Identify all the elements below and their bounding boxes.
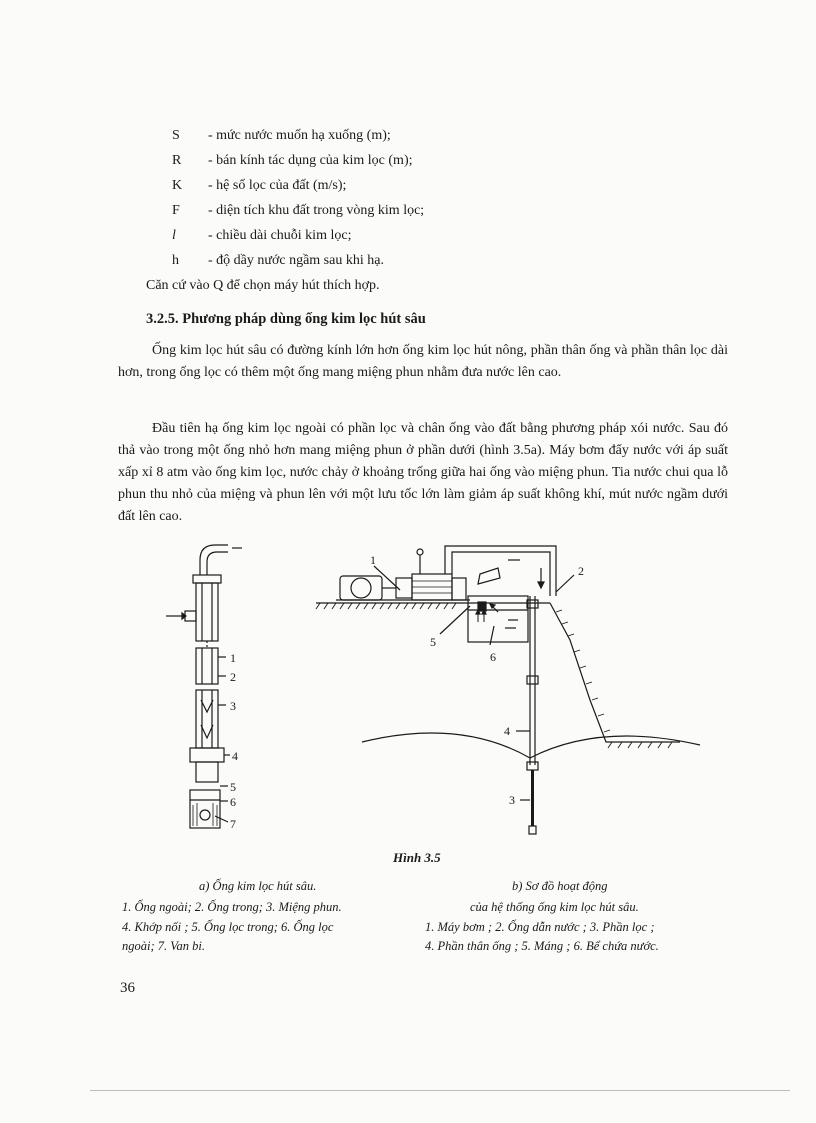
- fig-a-label: 2: [230, 670, 236, 684]
- definition-item: [172, 128, 391, 144]
- caption-a-line-3: ngoài; 7. Van bi.: [122, 939, 205, 953]
- fig-b-label: 3: [509, 793, 515, 807]
- definition-text: - chiều dài chuỗi kim lọc;: [208, 228, 352, 243]
- fig-a-label: 3: [230, 699, 236, 713]
- definition-symbol: S: [172, 128, 180, 143]
- definition-item: [172, 178, 346, 194]
- fig-b-label: 6: [490, 650, 496, 664]
- definition-item: [172, 203, 424, 219]
- intro-line: Căn cứ vào Q để chọn máy hút thích hợp.: [146, 278, 380, 293]
- system-diagram: [316, 546, 700, 834]
- definition-symbol: R: [172, 153, 182, 168]
- definition-item: [172, 153, 413, 169]
- caption-b-title-2: của hệ thống ống kim lọc hút sâu.: [470, 900, 639, 914]
- fig-b-label: 5: [430, 635, 436, 649]
- fig-b-label: 1: [370, 553, 376, 567]
- caption-a-title: a) Ống kim lọc hút sâu.: [199, 879, 317, 893]
- caption-a-line-2: 4. Khớp nối ; 5. Ống lọc trong; 6. Ống lọc: [122, 920, 334, 934]
- definition-text: - diện tích khu đất trong vòng kim lọc;: [208, 203, 425, 218]
- fig-a-label: 4: [232, 749, 238, 763]
- definition-symbol: h: [172, 253, 179, 268]
- caption-b-line-1: 1. Máy bơm ; 2. Ống dẫn nước ; 3. Phần lọc ;: [425, 920, 655, 934]
- paragraph-2-text: Đầu tiên hạ ống kim lọc ngoài có phần lọc và chân ống vào đất bằng phương pháp xói nước. Sau đó thả vào trong một ống nhỏ hơn mang miệng phun ở phần dưới (hình 3.5a). Máy bơm đẩy nước với áp suất xấp xỉ 8 atm vào ống kim lọc, nước chảy ở khoảng trống giữa hai ống vào miệng phun. Tia nước chui qua lỗ phun thu nhỏ của miệng và phun lên với một lưu tốc lớn làm giảm áp suất không khí, mút nước ngầm dưới đất lên cao.: [118, 421, 728, 524]
- fig-a-label: 5: [230, 780, 236, 794]
- paragraph-1: [118, 340, 728, 384]
- fig-b-label: 2: [578, 564, 584, 578]
- figure-3-5-drawing: [0, 530, 816, 850]
- page-number: 36: [120, 980, 135, 996]
- bottom-rule: [90, 1090, 790, 1091]
- caption-a-line-1: 1. Ống ngoài; 2. Ống trong; 3. Miệng phun.: [122, 900, 342, 914]
- definition-text: - hệ số lọc của đất (m/s);: [208, 178, 347, 193]
- definition-text: - bán kính tác dụng của kim lọc (m);: [208, 153, 413, 168]
- definition-symbol: F: [172, 203, 180, 218]
- definition-symbol: l: [172, 228, 176, 243]
- definition-symbol: K: [172, 178, 183, 193]
- definition-item: [172, 253, 384, 269]
- fig-a-label: 7: [230, 817, 236, 831]
- definition-text: - mức nước muốn hạ xuống (m);: [208, 128, 391, 143]
- section-heading: 3.2.5. Phương pháp dùng ống kim lọc hút sâu: [146, 311, 426, 327]
- definition-text: - độ dầy nước ngầm sau khi hạ.: [208, 253, 384, 268]
- fig-a-label: 1: [230, 651, 236, 665]
- fig-b-label: 4: [504, 724, 510, 738]
- definition-item: [172, 228, 351, 244]
- paragraph-1-text: Ống kim lọc hút sâu có đường kính lớn hơn ống kim lọc hút nông, phần thân ống và phần thân lọc dài hơn, trong ống lọc có thêm một ống mang miệng phun nhằm đưa nước lên cao.: [118, 343, 728, 380]
- caption-b-title-1: b) Sơ đồ hoạt động: [512, 879, 608, 893]
- caption-b-line-2: 4. Phần thân ống ; 5. Máng ; 6. Bể chứa nước.: [425, 939, 659, 953]
- figure-title: Hình 3.5: [393, 850, 441, 865]
- fig-a-label: 6: [230, 795, 236, 809]
- paragraph-2: [118, 418, 728, 528]
